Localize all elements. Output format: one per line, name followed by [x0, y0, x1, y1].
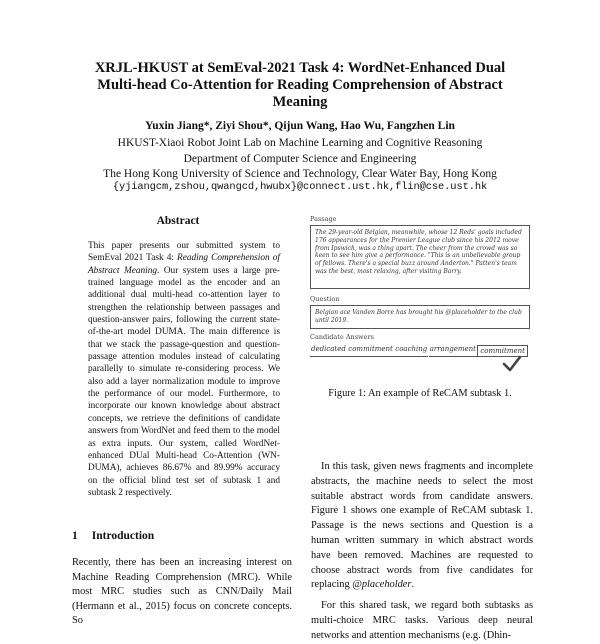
question-label: Question	[310, 295, 340, 303]
candidate-answer: arrangement	[429, 345, 477, 357]
figure-caption: Figure 1: An example of ReCAM subtask 1.	[328, 388, 512, 399]
candidates-label: Candidate Answers	[310, 333, 374, 341]
abstract-task-name: Reading Comprehension of Abstract Meaning	[88, 253, 280, 276]
checkmark-icon	[502, 355, 522, 373]
figure-1	[310, 215, 530, 365]
paper-title	[60, 60, 540, 111]
section-heading	[72, 530, 154, 542]
affiliation-line: Department of Computer Science and Engineering	[183, 152, 417, 165]
affiliation-line: The Hong Kong University of Science and Technology, Clear Water Bay, Hong Kong	[103, 168, 497, 180]
affiliation-line: HKUST-Xiaoi Robot Joint Lab on Machine Learning and Cognitive Reasoning	[117, 137, 483, 149]
right-column-text	[311, 460, 533, 644]
abstract-text: . Our system uses a large pre-trained language model as the encoder and an additional dual multi-head co-attention layer to strengthen the relationship between passages and question-answer pairs, following the current state-of-the-art model DUMA. The main difference is that we stack the passage-question and question-passage attention modules instead of calculating parallelly to simulate re-considering process. We also add a layer normalization module to improve the performance of our model. Furthermore, to incorporate our known knowledge about abstract concepts, we retrieve the definitions of candidate answers from WordNet and feed them to the model as extra inputs. Our system, called WordNet-enhanced DUal Multi-head Co-Attention (WN-DUMA), achieves 86.67% and 89.99% accuracy on the official blind test set of subtask 1 and subtask 2 respectively.	[88, 265, 280, 498]
title-line: Meaning	[272, 94, 328, 110]
placeholder-term: @placeholder	[352, 579, 412, 591]
affiliation	[40, 136, 560, 183]
paragraph: For this shared task, we regard both subtasks as multi-choice MRC tasks. Various deep neural networks and attention mechanisms (e.g. (Dhin-	[311, 600, 533, 641]
candidate-list	[310, 345, 530, 357]
abstract-text: This paper presents our submitted system to SemEval 2021 Task 4:	[88, 241, 280, 264]
correct-candidate-answer: commitment	[477, 345, 528, 357]
candidate-answer: coaching	[394, 345, 428, 357]
section-title: Introduction	[91, 530, 155, 542]
section-number: 1	[72, 530, 78, 542]
paragraph-text: .	[411, 579, 415, 591]
abstract-heading: Abstract	[156, 215, 200, 227]
authors: Yuxin Jiang*, Ziyi Shou*, Qijun Wang, Hao Wu, Fangzhen Lin	[145, 120, 455, 132]
candidate-answer: dedicated	[310, 345, 347, 357]
title-line: Multi-head Co-Attention for Reading Comprehension of Abstract	[97, 77, 503, 93]
passage-box: The 29-year-old Belgian, meanwhile, whose 12 Reds' goals included 176 appearances for the Premier League club since his 2012 move from Ipswich, was a thing apart. The cheer from the crowd was so keen to see him give a performance. "This is an unbelievable group of fellows. There's a special buzz around Anderton." Patten's team was the best, most relaxing, after visiting Barry.	[310, 225, 530, 289]
abstract-body	[88, 240, 280, 499]
passage-label: Passage	[310, 215, 337, 223]
intro-text: Recently, there has been an increasing interest on Machine Reading Comprehension (MRC). While most MRC studies such as CNN/Daily Mail (Hermann et al., 2015) focus on concrete concepts. So	[72, 557, 292, 626]
paragraph-text: In this task, given news fragments and incomplete abstracts, the machine needs to select the most suitable abstract words from candidate answers. Figure 1 shows one example of ReCAM subtask 1. Passage is the news sections and Question is a human written summary in which abstract words have been removed. Machines are requested to choose abstract words from five candidates for replacing	[311, 461, 533, 591]
author-emails: {yjiangcm,zshou,qwangcd,hwubx}@connect.ust.hk,flin@cse.ust.hk	[112, 181, 488, 193]
title-line: XRJL-HKUST at SemEval-2021 Task 4: WordNet-Enhanced Dual	[94, 60, 506, 76]
paragraph	[311, 460, 533, 593]
question-box: Belgian ace Vanden Borre has brought his @placeholder to the club until 2019.	[310, 305, 530, 329]
candidate-answer: commitment	[347, 345, 394, 357]
